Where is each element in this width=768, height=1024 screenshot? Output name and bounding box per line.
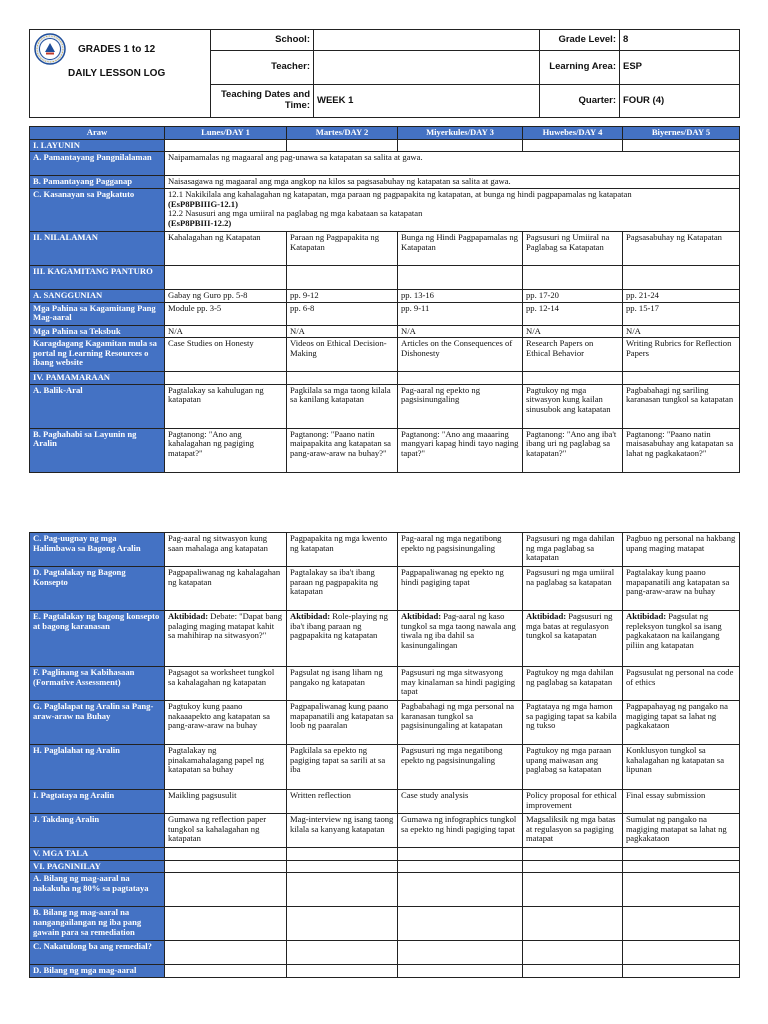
cell: Pagtalakay ng pinakamahalagang papel ng katapatan sa buhay xyxy=(165,745,287,790)
table-row xyxy=(30,325,740,338)
school-label: School: xyxy=(211,30,314,51)
cell: Pagsusuri ng mga negatibong epekto ng pagsisinungaling xyxy=(398,745,523,790)
cell: Pagpapakita ng mga kwento ng katapatan xyxy=(287,533,398,567)
section-layunin: I. LAYUNIN xyxy=(30,139,165,152)
cell: Pagtalakay kung paano mapapanatili ang katapatan sa pang-araw-araw na buhay xyxy=(623,567,740,611)
cell: N/A xyxy=(165,325,287,338)
cell: Pagsusuri ng mga umiiral na paglabag sa katapatan xyxy=(523,567,623,611)
cell: Pagtalakay sa kahulugan ng katapatan xyxy=(165,384,287,428)
aktibidad-text: Debate: "Dapat bang palaging maging matapat kahit sa mahihirap na sitwasyon?" xyxy=(168,611,283,641)
aktibidad-label: Aktibidad: xyxy=(168,611,209,621)
row-text xyxy=(165,188,740,231)
row-label: C. Nakatulong ba ang remedial? xyxy=(30,941,165,965)
cell: Pagtukoy ng mga dahilan ng paglabag sa katapatan xyxy=(523,667,623,701)
cell: Pagtalakay sa iba't ibang paraan ng pagpapakita ng katapatan xyxy=(287,567,398,611)
table-row xyxy=(30,667,740,701)
row-label: J. Takdang Aralin xyxy=(30,814,165,848)
cell: Maikling pagsusulit xyxy=(165,790,287,814)
row-label: B. Pamantayang Pagganap xyxy=(30,176,165,189)
table-row xyxy=(30,152,740,176)
cell: Writing Rubrics for Reflection Papers xyxy=(623,338,740,372)
cell: Pagpapahayag ng pangako na magiging tapat sa lahat ng pagkakataon xyxy=(623,701,740,745)
cell xyxy=(165,611,287,667)
cell: Kahalagahan ng Katapatan xyxy=(165,231,287,265)
deped-seal-icon xyxy=(34,33,66,65)
cell: Mag-interview ng isang taong kilala sa kanyang katapatan xyxy=(287,814,398,848)
competency-code-2: (EsP8PBIII-12.2) xyxy=(168,217,232,228)
cell: Final essay submission xyxy=(623,790,740,814)
cell: pp. 21-24 xyxy=(623,289,740,302)
row-label: A. SANGGUNIAN xyxy=(30,289,165,302)
cell: Module pp. 3-5 xyxy=(165,302,287,325)
cell: Pagsusuri ng mga dahilan ng mga paglabag sa katapatan xyxy=(523,533,623,567)
cell: pp. 9-12 xyxy=(287,289,398,302)
table-row xyxy=(30,860,740,873)
cell: Pagbabahagi ng sariling karanasan tungkol sa katapatan xyxy=(623,384,740,428)
cell: N/A xyxy=(623,325,740,338)
table-row xyxy=(30,188,740,231)
cell: pp. 15-17 xyxy=(623,302,740,325)
day-5-header: Biyernes/DAY 5 xyxy=(623,127,740,140)
cell: Case Studies on Honesty xyxy=(165,338,287,372)
competency-line-1: 12.1 Nakikilala ang kahalagahan ng katapatan, mga paraan ng pagpapakita ng katapatan, at bunga ng hindi pagpapamalas ng katapatan xyxy=(168,188,632,199)
cell: Pagtataya ng mga hamon sa pagiging tapat sa kabila ng tukso xyxy=(523,701,623,745)
cell: Pag-aaral ng sitwasyon kung saan mahalaga ang katapatan xyxy=(165,533,287,567)
table-row xyxy=(30,567,740,611)
section-tala: V. MGA TALA xyxy=(30,848,165,861)
row-label: B. Bilang ng mag-aaral na nangangailangan ng iba pang gawain para sa remediation xyxy=(30,907,165,941)
cell: N/A xyxy=(523,325,623,338)
araw-label: Araw xyxy=(30,127,165,140)
cell: Pagbabahagi ng mga personal na karanasan tungkol sa pagsisinungaling at katapatan xyxy=(398,701,523,745)
row-label: G. Paglalapat ng Aralin sa Pang-araw-araw na Buhay xyxy=(30,701,165,745)
cell: Pagtanong: "Ano ang iba't ibang uri ng paglabag sa katapatan?" xyxy=(523,428,623,472)
table-row xyxy=(30,745,740,790)
table-row xyxy=(30,338,740,372)
row-label: Mga Pahina sa Teksbuk xyxy=(30,325,165,338)
cell: Policy proposal for ethical improvement xyxy=(523,790,623,814)
table-row xyxy=(30,265,740,289)
day-3-header: Miyerkules/DAY 3 xyxy=(398,127,523,140)
header-table xyxy=(29,29,740,118)
table-row xyxy=(30,611,740,667)
table-row xyxy=(30,289,740,302)
section-pamamaraan: IV. PAMAMARAAN xyxy=(30,372,165,385)
title-daily-lesson-log: DAILY LESSON LOG xyxy=(68,68,166,79)
row-text: Naisasagawa ng magaaral ang mga angkop na kilos sa pagsasabuhay ng katapatan sa salita at gawa. xyxy=(165,176,740,189)
quarter-value: FOUR (4) xyxy=(620,85,740,118)
lesson-table-2 xyxy=(29,532,740,978)
cell: Pagtanong: "Paano natin maisasabuhay ang katapatan sa lahat ng pagkakataon?" xyxy=(623,428,740,472)
cell: Pagsusulat ng personal na code of ethics xyxy=(623,667,740,701)
row-label: A. Balik-Aral xyxy=(30,384,165,428)
competency-line-2: 12.2 Nasusuri ang mga umiiral na paglabag ng mga kabataan sa katapatan xyxy=(168,208,423,219)
table-row xyxy=(30,873,740,907)
cell: Magsaliksik ng mga batas at regulasyon sa pagiging matapat xyxy=(523,814,623,848)
table-row xyxy=(30,428,740,472)
cell: Pagpapaliwanag ng epekto ng hindi pagiging tapat xyxy=(398,567,523,611)
cell: Pagtukoy ng mga sitwasyon kung kailan sinusubok ang katapatan xyxy=(523,384,623,428)
cell: Pagtukoy ng mga paraan upang maiwasan ang paglabag sa katapatan xyxy=(523,745,623,790)
cell: Pagpapaliwanag kung paano mapapanatili ang katapatan sa loob ng paaralan xyxy=(287,701,398,745)
cell xyxy=(623,611,740,667)
cell: N/A xyxy=(398,325,523,338)
row-label: II. NILALAMAN xyxy=(30,231,165,265)
grade-label: Grade Level: xyxy=(540,30,620,51)
table-row xyxy=(30,372,740,385)
cell: Gabay ng Guro pp. 5-8 xyxy=(165,289,287,302)
cell: Pagtanong: "Ano ang maaaring mangyari kapag hindi tayo naging tapat?" xyxy=(398,428,523,472)
header-logo-cell xyxy=(30,30,211,118)
day-4-header: Huwebes/DAY 4 xyxy=(523,127,623,140)
table-row xyxy=(30,302,740,325)
cell: Pagsagot sa worksheet tungkol sa kahalagahan ng katapatan xyxy=(165,667,287,701)
cell: Gumawa ng reflection paper tungkol sa kahalagahan ng katapatan xyxy=(165,814,287,848)
row-text: Naipamamalas ng magaaral ang pag-unawa sa katapatan sa salita at gawa. xyxy=(165,152,740,176)
table-row xyxy=(30,176,740,189)
row-label: Karagdagang Kagamitan mula sa portal ng Learning Resources o ibang website xyxy=(30,338,165,372)
cell xyxy=(287,611,398,667)
aktibidad-label: Aktibidad: xyxy=(626,611,667,621)
area-value: ESP xyxy=(620,51,740,85)
quarter-label: Quarter: xyxy=(540,85,620,118)
cell: Research Papers on Ethical Behavior xyxy=(523,338,623,372)
row-label: C. Pag-uugnay ng mga Halimbawa sa Bagong Aralin xyxy=(30,533,165,567)
cell: Written reflection xyxy=(287,790,398,814)
cell: Sumulat ng pangako na magiging matapat sa lahat ng pagkakataon xyxy=(623,814,740,848)
grade-value: 8 xyxy=(620,30,740,51)
table-row xyxy=(30,384,740,428)
area-label: Learning Area: xyxy=(540,51,620,85)
dates-label: Teaching Dates and Time: xyxy=(211,85,314,118)
table-row xyxy=(30,790,740,814)
cell: Pagsulat ng isang liham ng pangako ng katapatan xyxy=(287,667,398,701)
cell: Pagsusuri ng mga sitwasyong may kinalaman sa hindi pagiging tapat xyxy=(398,667,523,701)
cell: pp. 12-14 xyxy=(523,302,623,325)
table-row xyxy=(30,814,740,848)
row-label: A. Pamantayang Pangnilalaman xyxy=(30,152,165,176)
table-row xyxy=(30,231,740,265)
cell: Pagtanong: "Ano ang kahalagahan ng pagiging matapat?" xyxy=(165,428,287,472)
cell: pp. 9-11 xyxy=(398,302,523,325)
aktibidad-text: Role-playing ng iba't ibang paraan ng pagpapakita ng katapatan xyxy=(290,611,388,641)
cell: Konklusyon tungkol sa kahalagahan ng katapatan sa lipunan xyxy=(623,745,740,790)
competency-code-1: (EsP8PBIIIG-12.1) xyxy=(168,198,238,209)
cell: Pagkilala sa mga taong kilala sa kanilang katapatan xyxy=(287,384,398,428)
cell xyxy=(523,611,623,667)
cell: Pag-aaral ng epekto ng pagsisinungaling xyxy=(398,384,523,428)
row-label: E. Pagtalakay ng bagong konsepto at bagong karanasan xyxy=(30,611,165,667)
cell xyxy=(398,611,523,667)
row-label: A. Bilang ng mag-aaral na nakakuha ng 80% sa pagtataya xyxy=(30,873,165,907)
lesson-table-1 xyxy=(29,126,740,473)
aktibidad-label: Aktibidad: xyxy=(401,611,442,621)
row-label: B. Paghahabi sa Layunin ng Aralin xyxy=(30,428,165,472)
section-kagamitang: III. KAGAMITANG PANTURO xyxy=(30,265,165,289)
cell: Pagtukoy kung paano nakaaapekto ang katapatan sa pang-araw-araw na buhay xyxy=(165,701,287,745)
table-row xyxy=(30,139,740,152)
cell: Pagsusuri ng Umiiral na Paglabag sa Katapatan xyxy=(523,231,623,265)
cell: pp. 6-8 xyxy=(287,302,398,325)
cell: Pagbuo ng personal na hakbang upang maging matapat xyxy=(623,533,740,567)
row-label: D. Bilang ng mga mag-aaral xyxy=(30,965,165,978)
cell: Pagpapaliwanag ng kahalagahan ng katapatan xyxy=(165,567,287,611)
cell: Pag-aaral ng mga negatibong epekto ng pagsisinungaling xyxy=(398,533,523,567)
cell: Gumawa ng infographics tungkol sa epekto ng hindi pagiging tapat xyxy=(398,814,523,848)
title-grades: GRADES 1 to 12 xyxy=(78,44,156,55)
table-row xyxy=(30,533,740,567)
cell: Videos on Ethical Decision-Making xyxy=(287,338,398,372)
day-header-row xyxy=(30,127,740,140)
cell: pp. 13-16 xyxy=(398,289,523,302)
row-label: C. Kasanayan sa Pagkatuto xyxy=(30,188,165,231)
table-row xyxy=(30,965,740,978)
cell: Paraan ng Pagpapakita ng Katapatan xyxy=(287,231,398,265)
day-1-header: Lunes/DAY 1 xyxy=(165,127,287,140)
dates-value: WEEK 1 xyxy=(314,85,540,118)
teacher-value xyxy=(314,51,540,85)
cell: Bunga ng Hindi Pagpapamalas ng Katapatan xyxy=(398,231,523,265)
cell: Articles on the Consequences of Dishonesty xyxy=(398,338,523,372)
row-label: D. Pagtalakay ng Bagong Konsepto xyxy=(30,567,165,611)
table-row xyxy=(30,848,740,861)
row-label: H. Paglalahat ng Aralin xyxy=(30,745,165,790)
row-label: F. Paglinang sa Kabihasaan (Formative Assessment) xyxy=(30,667,165,701)
cell: pp. 17-20 xyxy=(523,289,623,302)
aktibidad-text: Pagsusuri ng mga batas at regulasyon tungkol sa katapatan xyxy=(526,611,613,641)
table-row xyxy=(30,701,740,745)
cell: Pagsasabuhay ng Katapatan xyxy=(623,231,740,265)
table-row xyxy=(30,907,740,941)
aktibidad-text: Pagsulat ng repleksyon tungkol sa isang pagkakataon na kailangang piliin ang katapatan xyxy=(626,611,722,650)
row-label: I. Pagtataya ng Aralin xyxy=(30,790,165,814)
day-2-header: Martes/DAY 2 xyxy=(287,127,398,140)
table-row xyxy=(30,941,740,965)
school-value xyxy=(314,30,540,51)
aktibidad-label: Aktibidad: xyxy=(290,611,331,621)
row-label: Mga Pahina sa Kagamitang Pang Mag-aaral xyxy=(30,302,165,325)
cell: N/A xyxy=(287,325,398,338)
aktibidad-label: Aktibidad: xyxy=(526,611,567,621)
cell: Case study analysis xyxy=(398,790,523,814)
cell: Pagtanong: "Paano natin maipapakita ang katapatan sa pang-araw-araw na buhay?" xyxy=(287,428,398,472)
teacher-label: Teacher: xyxy=(211,51,314,85)
cell: Pagkilala sa epekto ng pagiging tapat sa sarili at sa iba xyxy=(287,745,398,790)
section-pagninilay: VI. PAGNINILAY xyxy=(30,860,165,873)
aktibidad-text: Pag-aaral ng kaso tungkol sa mga taong nawala ang tiwala ng iba dahil sa kasinungalingan xyxy=(401,611,516,650)
